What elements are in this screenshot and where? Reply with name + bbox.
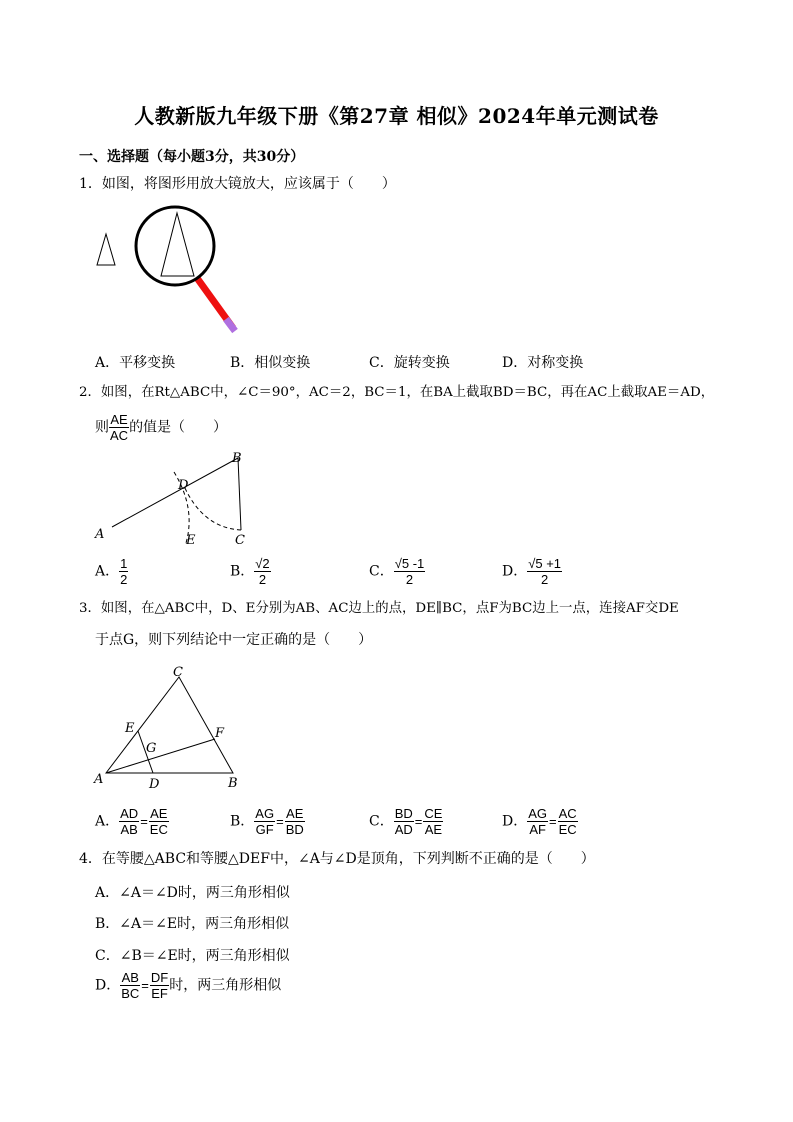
q2-prefix: 则	[95, 419, 109, 436]
q3-option-c: C． $\frac{BD}{AD}$ = $\frac{CE}{AE}$	[369, 806, 443, 837]
q2-suffix: 的值是（ ）	[129, 419, 228, 436]
small-triangle	[97, 234, 115, 265]
q2-fraction	[109, 412, 129, 443]
q3-a-d2: EC	[149, 822, 168, 837]
q2-a-num: 1	[120, 556, 128, 571]
q3-d-letter: D．	[502, 813, 528, 830]
q4-option-c: C．∠B＝∠E时，两三角形相似	[95, 948, 290, 964]
label-a: A	[94, 772, 104, 787]
q2-b-num: √2	[255, 556, 270, 571]
arc-bc	[184, 486, 241, 530]
q3-b-letter: B．	[230, 813, 255, 830]
segment-af	[106, 739, 215, 773]
q3-stem-line1: 3．如图，在△ABC中，D、E分别为AB、AC边上的点，DE∥BC，点F为BC边上一点，连接AF交DE	[79, 601, 679, 616]
section-heading: 一、选择题（每小题3分，共30分）	[79, 149, 305, 165]
q2-d-num: √5 +1	[528, 556, 562, 571]
label-g: G	[146, 741, 157, 756]
q1-option-d: D．对称变换	[502, 355, 584, 371]
q4-d-n1: AB	[121, 970, 139, 985]
q4-d-suffix: 时，两三角形相似	[169, 977, 282, 994]
q3-c-n1: BD	[394, 806, 413, 821]
q3-c-d1: AD	[394, 822, 413, 837]
q4-option-d: D． $\frac{AB}{BC}$ = $\frac{DF}{EF}$ 时，两三角形相似	[95, 970, 282, 1001]
q3-b-d2: BD	[285, 822, 304, 837]
q3-b-d1: GF	[255, 822, 274, 837]
label-a: A	[95, 527, 105, 542]
q3-a-n1: AD	[120, 806, 139, 821]
magnifier-handle-tip	[226, 319, 235, 331]
q1-option-c: C．旋转变换	[369, 355, 450, 371]
q3-a-d1: AB	[120, 822, 138, 837]
q3-b-n1: AG	[255, 806, 275, 821]
q2-option-b	[230, 556, 271, 587]
q2-frac-den: AC	[110, 428, 129, 443]
q3-triangle-figure	[88, 660, 253, 795]
q1-option-b: B．相似变换	[230, 355, 311, 371]
q4-d-n2: DF	[150, 970, 169, 985]
q2-stem-line1: 2．如图，在Rt△ABC中，∠C＝90°，AC＝2，BC＝1，在BA上截取BD＝BC，再在AC上截取AE＝AD，	[79, 385, 715, 400]
q3-d-n1: AG	[528, 806, 548, 821]
q2-d-den: 2	[541, 572, 549, 587]
q2-d-letter: D．	[502, 563, 528, 580]
q3-c-n2: CE	[424, 806, 443, 821]
q3-c-d2: AE	[424, 822, 443, 837]
q2-b-den: 2	[258, 572, 267, 587]
q3-d-d1: AF	[529, 822, 546, 837]
q3-d-n2: AC	[558, 806, 577, 821]
q4-d-d1: BC	[121, 986, 140, 1001]
page-title: 人教新版九年级下册《第27章 相似》2024年单元测试卷	[134, 104, 659, 128]
q2-stem-line2	[95, 412, 227, 443]
q2-a-letter: A．	[95, 563, 120, 580]
label-e: E	[186, 533, 196, 548]
q1-option-a: A．平移变换	[95, 355, 176, 371]
label-c: C	[173, 665, 183, 680]
q4-option-a: A．∠A＝∠D时，两三角形相似	[95, 885, 290, 901]
q4-stem: 4．在等腰△ABC和等腰△DEF中，∠A与∠D是顶角，下列判断不正确的是（ ）	[79, 851, 595, 867]
label-d: D	[149, 777, 160, 792]
q2-option-c	[369, 556, 425, 587]
segment-ab	[112, 458, 238, 527]
q3-option-b: B． $\frac{AG}{GF}$ = $\frac{AE}{BD}$	[230, 806, 304, 837]
q1-magnifier-figure	[85, 200, 255, 345]
q2-c-den: 2	[405, 572, 414, 587]
label-b: B	[232, 451, 242, 466]
q2-triangle-figure	[88, 448, 263, 553]
segment-bc	[238, 458, 241, 530]
q3-a-letter: A．	[95, 813, 120, 830]
q2-frac-num: AE	[110, 412, 128, 427]
q3-a-n2: AE	[150, 806, 168, 821]
q3-d-d2: EC	[558, 822, 577, 837]
q4-option-b: B．∠A＝∠E时，两三角形相似	[95, 916, 290, 932]
q2-b-letter: B．	[230, 563, 255, 580]
magnifier-lens	[136, 207, 214, 285]
q2-option-a	[95, 556, 128, 587]
q3-b-n2: AE	[286, 806, 304, 821]
q3-c-letter: C．	[369, 813, 394, 830]
label-d: D	[178, 478, 189, 493]
q2-a-den: 2	[120, 572, 128, 587]
q3-option-d: D． $\frac{AG}{AF}$ = $\frac{AC}{EC}$	[502, 806, 577, 837]
q3-stem-line2: 于点G，则下列结论中一定正确的是（ ）	[95, 632, 373, 648]
q4-d-d2: EF	[151, 986, 168, 1001]
q1-stem: 1．如图，将图形用放大镜放大，应该属于（ ）	[79, 176, 396, 192]
label-e: E	[125, 721, 135, 736]
q3-option-a: A． $\frac{AD}{AB}$ = $\frac{AE}{EC}$	[95, 806, 168, 837]
q2-option-d	[502, 556, 562, 587]
q2-c-letter: C．	[369, 563, 394, 580]
q2-c-num: √5 -1	[394, 556, 425, 571]
label-c: C	[235, 533, 245, 548]
label-b: B	[228, 776, 238, 791]
label-f: F	[215, 726, 225, 741]
q4-d-letter: D．	[95, 977, 121, 994]
